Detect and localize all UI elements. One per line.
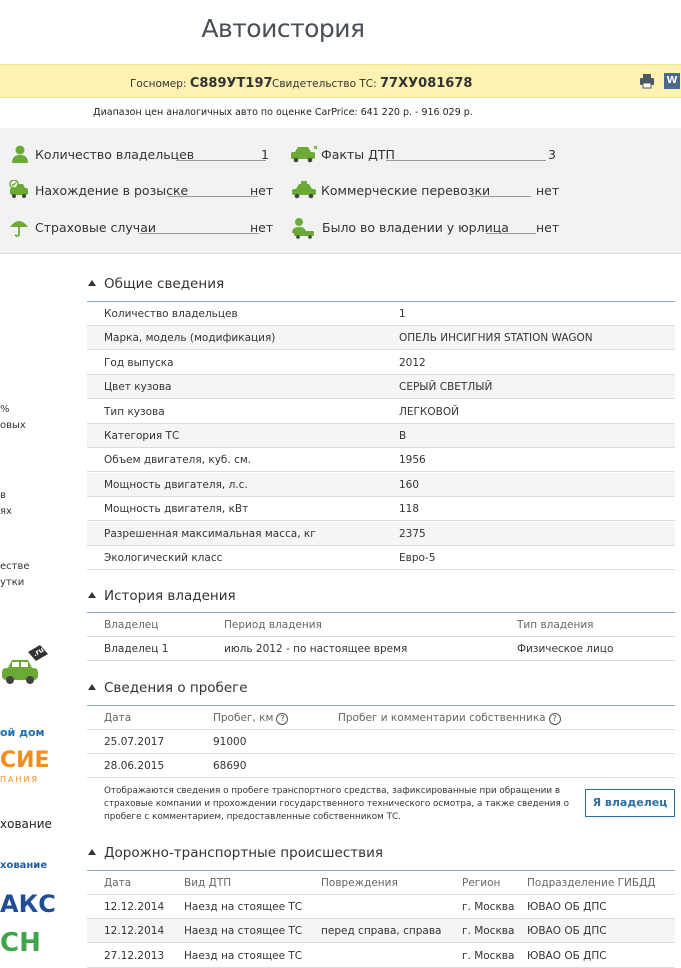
summary-owners bbox=[10, 144, 272, 164]
accident-region: г. Москва bbox=[462, 949, 515, 962]
general-info-label: Мощность двигателя, кВт bbox=[104, 503, 249, 516]
ownership-header-owner: Владелец bbox=[104, 619, 159, 631]
general-info-value: СЕРЫЙ СВЕТЛЫЙ bbox=[399, 381, 493, 394]
accident-type: Наезд на стоящее ТС bbox=[184, 949, 303, 962]
general-info-value: 1956 bbox=[399, 454, 426, 467]
summary-box bbox=[0, 128, 681, 254]
accidents-header-damage: Повреждения bbox=[321, 877, 398, 889]
general-info-label: Количество владельцев bbox=[104, 308, 238, 320]
ownership-type: Физическое лицо bbox=[517, 643, 614, 655]
accidents-header-row bbox=[87, 871, 675, 895]
summary-commercial-value: нет bbox=[536, 183, 560, 198]
general-info-value: 1 bbox=[399, 308, 406, 320]
sidebar-partner[interactable]: ой дом bbox=[0, 726, 45, 739]
accident-date: 12.12.2014 bbox=[104, 925, 165, 938]
ownership-header-period: Период владения bbox=[224, 619, 322, 631]
mileage-date: 25.07.2017 bbox=[104, 736, 165, 748]
general-info-value: 160 bbox=[399, 478, 420, 491]
accident-row bbox=[87, 919, 675, 943]
accident-region: г. Москва bbox=[462, 925, 515, 938]
mileage-header-km: Пробег, км ? bbox=[213, 712, 288, 725]
accident-row bbox=[87, 895, 675, 919]
accident-row bbox=[87, 944, 675, 968]
general-info-label: Цвет кузова bbox=[104, 381, 172, 394]
ownership-section-title[interactable]: История владения bbox=[88, 588, 236, 604]
word-export-icon[interactable]: W bbox=[664, 73, 680, 89]
general-info-value: ОПЕЛЬ ИНСИГНИЯ STATION WAGON bbox=[399, 332, 593, 345]
taxi-promo-banner[interactable] bbox=[0, 642, 50, 692]
general-info-value: Евро-5 bbox=[399, 552, 436, 564]
summary-accidents bbox=[290, 144, 560, 164]
general-info-row bbox=[87, 375, 675, 399]
general-info-row bbox=[87, 546, 675, 570]
ownership-header-type: Тип владения bbox=[517, 619, 594, 631]
summary-wanted bbox=[8, 180, 272, 200]
general-info-row bbox=[87, 448, 675, 472]
summary-accidents-label: Факты ДТП bbox=[321, 147, 395, 162]
sidebar-partner-logo-sub: ПАНИЯ bbox=[0, 775, 40, 784]
general-info-value: 2012 bbox=[399, 356, 426, 369]
accident-date: 27.12.2013 bbox=[104, 949, 165, 962]
certificate-label: Свидетельство ТС: bbox=[272, 78, 377, 90]
summary-insurance bbox=[9, 217, 272, 237]
general-info-label: Разрешенная максимальная масса, кг bbox=[104, 527, 316, 540]
plate-bar bbox=[0, 64, 681, 98]
taxi-ru-label: .ru bbox=[31, 645, 46, 659]
person-car-icon bbox=[290, 217, 316, 239]
sidebar-fragment: ях bbox=[0, 506, 12, 517]
collapse-triangle-icon[interactable] bbox=[88, 280, 96, 286]
collapse-triangle-icon[interactable] bbox=[88, 684, 96, 690]
collapse-triangle-icon[interactable] bbox=[88, 849, 96, 855]
general-info-label: Год выпуска bbox=[104, 356, 174, 369]
summary-wanted-label: Нахождение в розыске bbox=[35, 183, 189, 198]
accidents-header-date: Дата bbox=[104, 877, 132, 889]
mileage-section-title[interactable]: Сведения о пробеге bbox=[88, 680, 248, 696]
collapse-triangle-icon[interactable] bbox=[88, 592, 96, 598]
summary-insurance-label: Страховые случаи bbox=[35, 220, 156, 235]
sidebar-partner[interactable]: хование bbox=[0, 817, 52, 831]
umbrella-icon bbox=[9, 217, 29, 237]
sidebar-partner-logo[interactable]: СИЕ bbox=[0, 748, 50, 773]
general-info-row bbox=[87, 473, 675, 497]
ownership-period: июль 2012 - по настоящее время bbox=[224, 643, 408, 655]
general-info-row bbox=[87, 400, 675, 424]
summary-wanted-value: нет bbox=[250, 183, 274, 198]
price-range: Диапазон цен аналогичных авто по оценке CarPrice: 641 220 р. - 916 029 р. bbox=[93, 107, 473, 118]
general-info-value: 118 bbox=[399, 503, 420, 516]
general-info-value: ЛЕГКОВОЙ bbox=[399, 405, 459, 418]
print-icon[interactable] bbox=[639, 73, 655, 89]
general-info-value: B bbox=[399, 430, 407, 442]
sidebar-partner-logo[interactable]: СН bbox=[0, 928, 41, 958]
certificate-field bbox=[272, 76, 472, 91]
general-info-row bbox=[87, 424, 675, 448]
summary-commercial-label: Коммерческие перевозки bbox=[321, 183, 491, 198]
accident-type: Наезд на стоящее ТС bbox=[184, 925, 303, 938]
general-info-row bbox=[87, 302, 675, 326]
ownership-owner: Владелец 1 bbox=[104, 643, 169, 655]
accident-region: г. Москва bbox=[462, 901, 515, 913]
summary-insurance-value: нет bbox=[250, 220, 274, 235]
sidebar-fragment: естве bbox=[0, 561, 30, 572]
sidebar-fragment: в bbox=[0, 490, 6, 501]
accident-date: 12.12.2014 bbox=[104, 901, 165, 913]
accidents-header-unit: Подразделение ГИБДД bbox=[527, 877, 656, 889]
accident-damage: перед справа, справа bbox=[321, 925, 442, 938]
summary-legal-entity bbox=[290, 217, 560, 237]
i-am-owner-button[interactable]: Я владелец bbox=[585, 789, 675, 817]
general-info-row bbox=[87, 351, 675, 375]
general-info-row bbox=[87, 497, 675, 521]
general-info-row bbox=[87, 326, 675, 350]
car-crash-icon bbox=[290, 144, 318, 164]
help-icon[interactable]: ? bbox=[276, 713, 288, 725]
accident-unit: ЮВАО ОБ ДПС bbox=[527, 901, 607, 913]
general-info-label: Марка, модель (модификация) bbox=[104, 332, 276, 345]
summary-owners-label: Количество владельцев bbox=[35, 147, 195, 162]
left-sidebar-strip bbox=[0, 254, 60, 968]
mileage-header-comment: Пробег и комментарии собственника ? bbox=[338, 712, 561, 725]
ownership-row bbox=[87, 637, 675, 661]
page-title: Автоистория bbox=[201, 14, 365, 43]
general-info-row bbox=[87, 522, 675, 546]
person-icon bbox=[10, 144, 30, 164]
summary-accidents-value: 3 bbox=[548, 147, 556, 162]
sidebar-fragment: овых bbox=[0, 420, 26, 431]
help-icon[interactable]: ? bbox=[549, 713, 561, 725]
plate-value: С889УТ197 bbox=[189, 76, 273, 91]
general-info-label: Экологический класс bbox=[104, 552, 223, 564]
ownership-header-row bbox=[87, 613, 675, 637]
summary-commercial bbox=[291, 180, 560, 200]
plate-field bbox=[130, 76, 273, 91]
accidents-section-title[interactable]: Дорожно-транспортные происшествия bbox=[88, 845, 383, 861]
summary-owners-value: 1 bbox=[261, 147, 269, 162]
summary-legal-entity-value: нет bbox=[536, 220, 560, 235]
mileage-header-date: Дата bbox=[104, 712, 132, 724]
plate-label: Госномер: bbox=[130, 78, 187, 90]
sidebar-fragment: утки bbox=[0, 577, 25, 588]
car-check-icon bbox=[8, 180, 30, 200]
general-info-label: Объем двигателя, куб. см. bbox=[104, 454, 252, 467]
general-info-label: Тип кузова bbox=[104, 405, 165, 418]
mileage-row bbox=[87, 730, 675, 754]
sidebar-partner[interactable]: хование bbox=[0, 860, 48, 871]
general-info-value: 2375 bbox=[399, 527, 426, 540]
mileage-note: Отображаются сведения о пробеге транспортного средства, зафиксированные при обращении в страховые компании и прохождении государственного технического осмотра, а также сведения о пробеге с комментарием, предоставленные собственником ТС. bbox=[104, 786, 569, 822]
sidebar-fragment: % bbox=[0, 404, 10, 415]
mileage-row bbox=[87, 754, 675, 778]
accident-type: Наезд на стоящее ТС bbox=[184, 901, 303, 913]
mileage-header-row bbox=[87, 706, 675, 730]
accidents-header-region: Регион bbox=[462, 877, 501, 889]
accidents-header-type: Вид ДТП bbox=[184, 877, 232, 889]
general-info-label: Мощность двигателя, л.с. bbox=[104, 478, 248, 491]
sidebar-partner-logo[interactable]: АКС bbox=[0, 890, 56, 918]
taxi-icon bbox=[291, 180, 319, 200]
certificate-value: 77ХУ081678 bbox=[380, 76, 473, 91]
general-info-label: Категория ТС bbox=[104, 430, 180, 442]
mileage-km: 68690 bbox=[213, 760, 247, 772]
general-section-title[interactable]: Общие сведения bbox=[88, 276, 224, 292]
mileage-km: 91000 bbox=[213, 736, 247, 748]
accident-unit: ЮВАО ОБ ДПС bbox=[527, 949, 607, 962]
accident-unit: ЮВАО ОБ ДПС bbox=[527, 925, 607, 938]
summary-legal-entity-label: Было во владении у юрлица bbox=[322, 220, 509, 235]
mileage-date: 28.06.2015 bbox=[104, 760, 165, 772]
